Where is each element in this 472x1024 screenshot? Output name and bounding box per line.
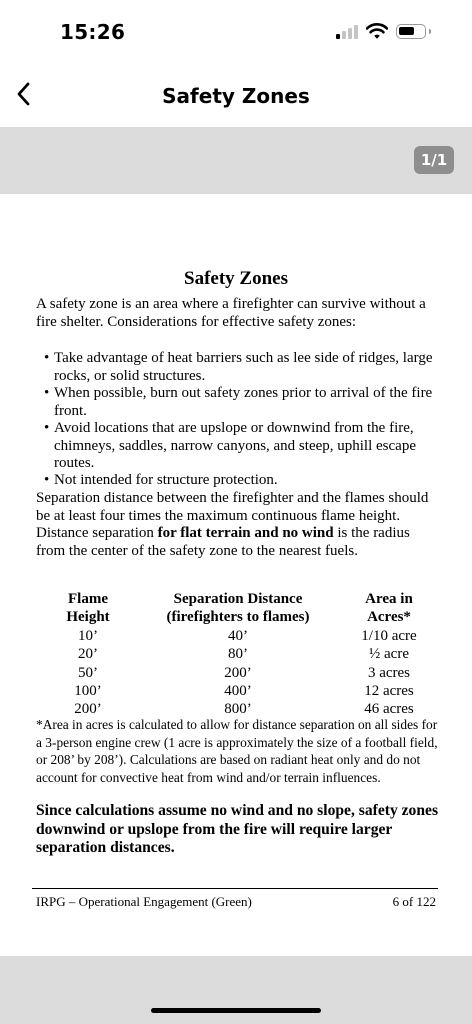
table-row: 100’ 400’ 12 acres bbox=[74, 682, 414, 699]
document-title: Safety Zones bbox=[184, 268, 288, 289]
separation-paragraph: Separation distance between the firefighter and the flames should be at least four times the maximum continuous flame height. Distance separation for flat terrain and no wind is the radius from the center of the safety zone to the nearest fuels. bbox=[36, 490, 429, 559]
battery-icon bbox=[396, 24, 426, 39]
wifi-icon bbox=[366, 22, 388, 40]
status-bar bbox=[0, 0, 472, 62]
table-footnote: *Area in acres is calculated to allow for distance separation on all sides for a 3-person engine crew (1 acre is approximately the size of a football field, or 208’ by 208’). Calculations are based on radiant heat only and do not account for convective heat from wind and/or terrain influences. bbox=[36, 717, 438, 785]
bullet-item: • Not intended for structure protection. bbox=[44, 472, 278, 488]
battery-cap bbox=[429, 29, 431, 34]
intro-paragraph: A safety zone is an area where a firefighter can survive without a fire shelter. Considerations for effective safety zones: bbox=[36, 296, 426, 330]
separation-table bbox=[36, 590, 440, 719]
cellular-signal-icon bbox=[336, 25, 360, 39]
table-row: 200’ 800’ 46 acres bbox=[74, 701, 414, 718]
table-header-row: Flame Separation Distance Area in bbox=[68, 591, 413, 607]
bullet-item: • Take advantage of heat barriers such as lee side of ridges, large rocks, or solid structures. bbox=[44, 350, 433, 384]
footer-section-title: IRPG – Operational Engagement (Green) bbox=[36, 894, 252, 909]
table-row: 10’ 40’ 1/10 acre bbox=[78, 627, 417, 644]
table-row: 50’ 200’ 3 acres bbox=[78, 664, 411, 681]
warning-paragraph: Since calculations assume no wind and no slope, safety zones downwind or upslope from the fire will require larger separation distances. bbox=[36, 802, 439, 857]
nav-title: Safety Zones bbox=[162, 84, 310, 108]
home-indicator[interactable] bbox=[151, 1008, 321, 1013]
status-time: 15:26 bbox=[60, 20, 126, 44]
footer-page-number: 6 of 122 bbox=[392, 894, 436, 909]
table-row: 20’ 80’ ½ acre bbox=[78, 646, 409, 663]
bullet-item: • Avoid locations that are upslope or downwind from the fire, chimneys, saddles, narrow canyons, and steep, uphill escape routes. bbox=[44, 420, 416, 472]
pdf-page[interactable] bbox=[0, 194, 472, 956]
pdf-toolbar-area bbox=[0, 128, 472, 194]
table-header-row: Height (firefighters to flames) Acres* bbox=[66, 609, 411, 626]
navigation-bar bbox=[0, 62, 472, 128]
footer-divider bbox=[32, 888, 438, 889]
page-indicator-badge: 1/1 bbox=[414, 146, 454, 174]
bottom-toolbar-area bbox=[0, 956, 472, 1024]
bullet-item: • When possible, burn out safety zones prior to arrival of the fire front. bbox=[44, 385, 433, 419]
